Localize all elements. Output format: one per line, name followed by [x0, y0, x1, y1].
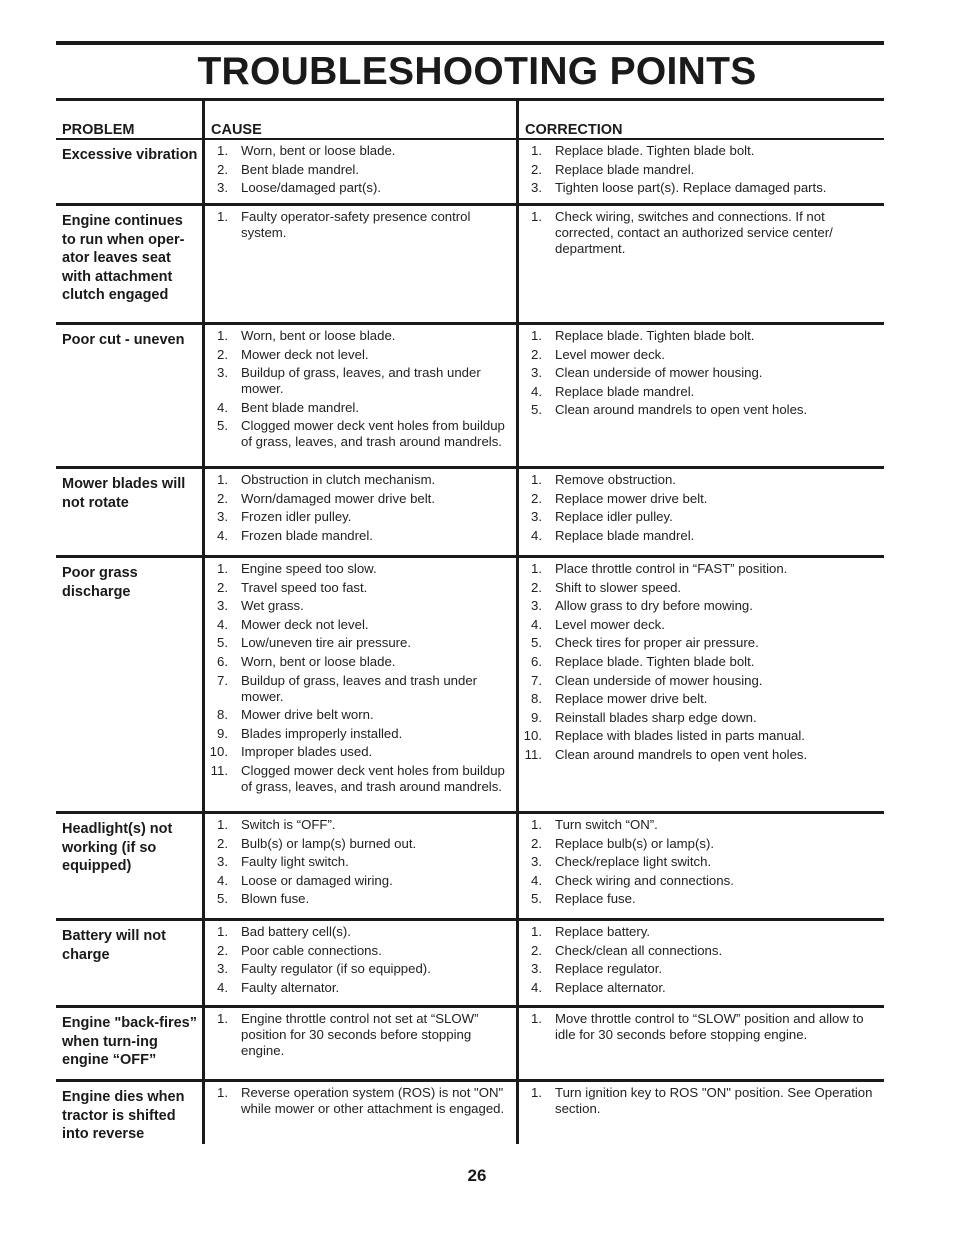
correction-item-text: Replace blade mandrel.	[555, 527, 695, 543]
cause-item-text: Mower deck not level.	[241, 616, 369, 632]
cause-item-text: Worn, bent or loose blade.	[241, 143, 396, 158]
cause-item-number: 1.	[217, 1011, 228, 1026]
correction-item-text: Turn ignition key to ROS "ON" position. See Operation section.	[555, 1085, 873, 1116]
correction-item-text: Check/replace light switch.	[555, 854, 712, 870]
correction-item-number: 5.	[531, 402, 542, 418]
cause-cell	[202, 140, 516, 203]
correction-cell	[516, 325, 884, 466]
cause-item-number: 2.	[217, 346, 228, 362]
correction-item	[519, 710, 878, 726]
cause-item-number: 7.	[217, 672, 228, 688]
cause-item-text: Faulty regulator (if so equipped).	[241, 961, 431, 977]
correction-item-text: Shift to slower speed.	[555, 579, 682, 595]
cause-item-text: Switch is “OFF”.	[241, 817, 336, 832]
cause-item-text: Mower deck not level.	[241, 346, 369, 362]
correction-item-text: Check wiring and connections.	[555, 872, 734, 888]
correction-item	[519, 561, 878, 577]
table-row	[56, 206, 884, 322]
cause-item-number: 10.	[209, 744, 228, 760]
correction-cell	[516, 206, 884, 322]
correction-item-number: 3.	[531, 509, 542, 525]
correction-item-text: Check wiring, switches and connections. If not corrected, contact an authorized service center/ department.	[555, 209, 833, 256]
correction-item	[519, 817, 878, 833]
cause-item-number: 5.	[217, 635, 228, 651]
correction-item-number: 2.	[531, 942, 542, 958]
cause-item	[205, 980, 508, 996]
cause-item	[205, 162, 508, 178]
problem-cell: Poor cut - uneven	[62, 332, 185, 348]
correction-item-number: 2.	[531, 835, 542, 851]
cause-item-number: 6.	[217, 653, 228, 669]
cause-item	[205, 726, 508, 742]
problem-cell: Engine dies when tractor is shifted into reverse	[62, 1089, 185, 1142]
correction-item-text: Replace bulb(s) or lamp(s).	[555, 835, 715, 851]
cause-item-text: Blades improperly installed.	[241, 725, 403, 741]
cause-item-number: 9.	[217, 725, 228, 741]
table-row	[56, 469, 884, 555]
correction-item	[519, 365, 878, 381]
cause-item	[205, 365, 508, 397]
cause-item	[205, 472, 508, 488]
correction-item-text: Replace fuse.	[555, 891, 636, 907]
correction-item-number: 1.	[531, 143, 542, 158]
correction-item-text: Replace mower drive belt.	[555, 691, 708, 707]
correction-item-text: Replace regulator.	[555, 961, 663, 977]
cause-item-number: 3.	[217, 961, 228, 977]
correction-item-number: 2.	[531, 346, 542, 362]
cause-item	[205, 707, 508, 723]
cause-item-number: 2.	[217, 835, 228, 851]
cause-item-number: 4.	[217, 979, 228, 995]
cause-item-text: Frozen blade mandrel.	[241, 527, 373, 543]
correction-item	[519, 836, 878, 852]
cause-item	[205, 509, 508, 525]
cause-item-number: 5.	[217, 891, 228, 907]
cause-item-text: Poor cable connections.	[241, 942, 382, 958]
table-row	[56, 921, 884, 1005]
cause-item-text: Buildup of grass, leaves and trash under mower.	[241, 672, 478, 704]
correction-item-text: Replace mower drive belt.	[555, 490, 708, 506]
correction-item-text: Replace blade. Tighten blade bolt.	[555, 143, 755, 158]
top-rule	[56, 41, 884, 45]
correction-item-number: 1.	[531, 328, 542, 343]
correction-item-number: 7.	[531, 672, 542, 688]
cause-item-text: Engine throttle control not set at “SLOW” position for 30 seconds before stopping engine.	[241, 1011, 479, 1058]
cause-item-text: Blown fuse.	[241, 891, 310, 907]
correction-item-text: Move throttle control to “SLOW” position and allow to idle for 30 seconds before stopping engine.	[555, 1011, 864, 1042]
table-row	[56, 1082, 884, 1144]
cause-item	[205, 836, 508, 852]
correction-item	[519, 943, 878, 959]
correction-item-number: 4.	[531, 527, 542, 543]
table-body	[56, 140, 884, 1144]
correction-item	[519, 384, 878, 400]
header-cause-label: CAUSE	[211, 122, 262, 138]
problem-cell: Battery will not charge	[62, 928, 166, 963]
correction-item-number: 2.	[531, 490, 542, 506]
cause-item-text: Bulb(s) or lamp(s) burned out.	[241, 835, 417, 851]
cause-item	[205, 1011, 508, 1059]
cause-item-text: Clogged mower deck vent holes from buildup of grass, leaves, and trash around mandrels.	[241, 418, 505, 450]
cause-item-text: Bent blade mandrel.	[241, 399, 360, 415]
problem-cell: Poor grass discharge	[62, 565, 138, 600]
cause-item	[205, 347, 508, 363]
correction-item	[519, 180, 878, 196]
correction-item	[519, 209, 878, 257]
correction-item	[519, 924, 878, 940]
cause-item-number: 11.	[210, 762, 228, 778]
cause-item-text: Worn, bent or loose blade.	[241, 328, 396, 343]
correction-cell	[516, 140, 884, 203]
cause-item	[205, 180, 508, 196]
correction-cell	[516, 814, 884, 918]
correction-item-number: 2.	[531, 161, 542, 177]
problem-cell: Mower blades will not rotate	[62, 476, 186, 511]
correction-item-text: Place throttle control in “FAST” position.	[555, 561, 788, 576]
cause-item	[205, 891, 508, 907]
correction-item-number: 6.	[531, 653, 542, 669]
cause-item	[205, 763, 508, 795]
cause-item	[205, 580, 508, 596]
correction-item	[519, 528, 878, 544]
correction-cell	[516, 1008, 884, 1079]
cause-cell	[202, 325, 516, 466]
cause-item-text: Worn, bent or loose blade.	[241, 653, 396, 669]
correction-item	[519, 491, 878, 507]
correction-item-number: 3.	[531, 598, 542, 614]
correction-item-number: 10.	[523, 728, 542, 744]
cause-item-text: Worn/damaged mower drive belt.	[241, 490, 435, 506]
cause-item-number: 8.	[217, 707, 228, 723]
page-title: TROUBLESHOOTING POINTS	[197, 50, 757, 93]
correction-item	[519, 328, 878, 344]
correction-item	[519, 1011, 878, 1043]
cause-item	[205, 635, 508, 651]
table-row	[56, 325, 884, 466]
cause-item	[205, 400, 508, 416]
correction-item-text: Replace alternator.	[555, 979, 666, 995]
cause-cell	[202, 814, 516, 918]
correction-item	[519, 598, 878, 614]
cause-cell	[202, 558, 516, 811]
table-row	[56, 814, 884, 918]
header-cause	[202, 101, 516, 140]
correction-cell	[516, 558, 884, 811]
correction-item-number: 2.	[531, 579, 542, 595]
correction-item-number: 1.	[531, 817, 542, 832]
cause-item-number: 1.	[217, 1085, 228, 1100]
correction-item-text: Replace with blades listed in parts manual.	[555, 728, 805, 744]
correction-item-number: 11.	[524, 746, 542, 762]
correction-item	[519, 854, 878, 870]
problem-cell: Headlight(s) not working (if so equipped)	[62, 821, 173, 874]
cause-item	[205, 961, 508, 977]
header-problem	[56, 101, 202, 140]
correction-item-number: 3.	[531, 961, 542, 977]
correction-item-text: Clean around mandrels to open vent holes.	[555, 746, 808, 762]
cause-item	[205, 924, 508, 940]
cause-item-text: Clogged mower deck vent holes from buildup of grass, leaves, and trash around mandrels.	[241, 762, 505, 794]
cause-cell	[202, 1082, 516, 1144]
correction-item	[519, 891, 878, 907]
table-row	[56, 1008, 884, 1079]
correction-item-number: 1.	[531, 924, 542, 939]
correction-item	[519, 728, 878, 744]
correction-item-number: 5.	[531, 891, 542, 907]
correction-item	[519, 580, 878, 596]
cause-item-text: Faulty operator-safety presence control system.	[241, 209, 471, 240]
header-problem-label: PROBLEM	[62, 122, 135, 138]
cause-item-text: Travel speed too fast.	[241, 579, 368, 595]
cause-item	[205, 654, 508, 670]
cause-item-text: Frozen idler pulley.	[241, 509, 352, 525]
cause-item-number: 1.	[217, 924, 228, 939]
table-row	[56, 558, 884, 811]
cause-item-number: 3.	[217, 509, 228, 525]
cause-item-number: 4.	[217, 616, 228, 632]
cause-item	[205, 673, 508, 705]
correction-item-text: Check/clean all connections.	[555, 942, 723, 958]
correction-item-text: Replace blade. Tighten blade bolt.	[555, 328, 755, 343]
correction-item	[519, 747, 878, 763]
correction-item	[519, 1085, 878, 1117]
cause-item-number: 4.	[217, 527, 228, 543]
correction-item-number: 4.	[531, 872, 542, 888]
cause-item	[205, 1085, 508, 1117]
cause-item-text: Engine speed too slow.	[241, 561, 377, 576]
correction-item-number: 9.	[531, 709, 542, 725]
correction-item	[519, 691, 878, 707]
cause-item-number: 4.	[217, 399, 228, 415]
correction-item-number: 3.	[531, 180, 542, 196]
correction-item	[519, 617, 878, 633]
cause-item-number: 5.	[217, 418, 228, 434]
troubleshooting-table	[56, 101, 884, 1144]
cause-cell	[202, 921, 516, 1005]
cause-item	[205, 617, 508, 633]
cause-item-text: Reverse operation system (ROS) is not "ON" while mower or other attachment is engaged.	[241, 1085, 505, 1116]
cause-item	[205, 943, 508, 959]
cause-item-text: Wet grass.	[241, 598, 304, 614]
cause-item-text: Obstruction in clutch mechanism.	[241, 472, 436, 487]
correction-item-number: 3.	[531, 854, 542, 870]
correction-item-number: 1.	[531, 561, 542, 576]
cause-item-text: Loose/damaged part(s).	[241, 180, 382, 196]
cause-item-text: Buildup of grass, leaves, and trash under mower.	[241, 365, 481, 397]
cause-item-number: 1.	[217, 561, 228, 576]
cause-cell	[202, 1008, 516, 1079]
problem-cell: Engine continues to run when oper-ator leaves seat with attachment clutch engaged	[62, 213, 185, 303]
correction-item-number: 1.	[531, 472, 542, 487]
cause-item-number: 2.	[217, 161, 228, 177]
cause-item-number: 3.	[217, 365, 228, 381]
cause-item-text: Loose or damaged wiring.	[241, 872, 393, 888]
correction-item-number: 1.	[531, 1011, 542, 1026]
cause-item-text: Mower drive belt worn.	[241, 707, 374, 723]
cause-item-number: 2.	[217, 942, 228, 958]
correction-item-text: Replace blade. Tighten blade bolt.	[555, 653, 755, 669]
cause-item	[205, 598, 508, 614]
header-correction-label: CORRECTION	[525, 122, 623, 138]
correction-item	[519, 980, 878, 996]
cause-item-number: 2.	[217, 579, 228, 595]
cause-item-number: 2.	[217, 490, 228, 506]
correction-item-text: Allow grass to dry before mowing.	[555, 598, 753, 614]
cause-item	[205, 528, 508, 544]
correction-item-number: 4.	[531, 616, 542, 632]
problem-cell: Engine "back-fires” when turn-ing engine “OFF”	[62, 1015, 197, 1068]
cause-item-number: 1.	[217, 817, 228, 832]
correction-item-text: Level mower deck.	[555, 616, 665, 632]
cause-item	[205, 817, 508, 833]
correction-item-text: Tighten loose part(s). Replace damaged parts.	[555, 180, 827, 196]
cause-item-text: Low/uneven tire air pressure.	[241, 635, 412, 651]
correction-item-text: Clean underside of mower housing.	[555, 672, 763, 688]
cause-item-number: 1.	[217, 143, 228, 158]
cause-item-number: 1.	[217, 209, 228, 224]
cause-item-number: 3.	[217, 598, 228, 614]
cause-item-text: Bad battery cell(s).	[241, 924, 351, 939]
correction-cell	[516, 469, 884, 555]
correction-item	[519, 961, 878, 977]
correction-item-number: 5.	[531, 635, 542, 651]
cause-item	[205, 418, 508, 450]
correction-item	[519, 402, 878, 418]
correction-item-number: 1.	[531, 209, 542, 224]
cause-item-text: Improper blades used.	[241, 744, 373, 760]
correction-item-text: Turn switch “ON”.	[555, 817, 658, 832]
cause-item	[205, 491, 508, 507]
cause-item-number: 1.	[217, 472, 228, 487]
cause-cell	[202, 469, 516, 555]
correction-item-text: Clean underside of mower housing.	[555, 365, 763, 381]
correction-item-text: Clean around mandrels to open vent holes.	[555, 402, 808, 418]
cause-item	[205, 561, 508, 577]
correction-item	[519, 347, 878, 363]
correction-item-text: Level mower deck.	[555, 346, 665, 362]
cause-item	[205, 143, 508, 159]
correction-cell	[516, 1082, 884, 1144]
cause-item	[205, 854, 508, 870]
correction-item	[519, 673, 878, 689]
correction-item-number: 8.	[531, 691, 542, 707]
cause-item-number: 3.	[217, 180, 228, 196]
correction-item-text: Replace blade mandrel.	[555, 383, 695, 399]
correction-item-number: 3.	[531, 365, 542, 381]
table-header	[56, 101, 884, 140]
correction-item	[519, 509, 878, 525]
correction-item-text: Remove obstruction.	[555, 472, 676, 487]
correction-item-number: 1.	[531, 1085, 542, 1100]
correction-item	[519, 162, 878, 178]
header-correction	[516, 101, 884, 140]
cause-item-text: Bent blade mandrel.	[241, 161, 360, 177]
cause-item	[205, 744, 508, 760]
correction-item	[519, 635, 878, 651]
cause-item-number: 1.	[217, 328, 228, 343]
correction-item-text: Replace blade mandrel.	[555, 161, 695, 177]
page-number: 26	[467, 1166, 487, 1185]
cause-item	[205, 328, 508, 344]
cause-item-text: Faulty light switch.	[241, 854, 349, 870]
table-row	[56, 140, 884, 203]
correction-item	[519, 472, 878, 488]
correction-item-text: Reinstall blades sharp edge down.	[555, 709, 757, 725]
correction-cell	[516, 921, 884, 1005]
correction-item	[519, 654, 878, 670]
cause-cell	[202, 206, 516, 322]
cause-item	[205, 873, 508, 889]
correction-item	[519, 143, 878, 159]
correction-item-number: 4.	[531, 979, 542, 995]
correction-item-text: Replace idler pulley.	[555, 509, 673, 525]
correction-item-number: 4.	[531, 383, 542, 399]
correction-item-text: Replace battery.	[555, 924, 651, 939]
cause-item-number: 4.	[217, 872, 228, 888]
cause-item-number: 3.	[217, 854, 228, 870]
cause-item-text: Faulty alternator.	[241, 979, 340, 995]
cause-item	[205, 209, 508, 241]
correction-item	[519, 873, 878, 889]
problem-cell: Excessive vibration	[62, 147, 198, 163]
correction-item-text: Check tires for proper air pressure.	[555, 635, 759, 651]
